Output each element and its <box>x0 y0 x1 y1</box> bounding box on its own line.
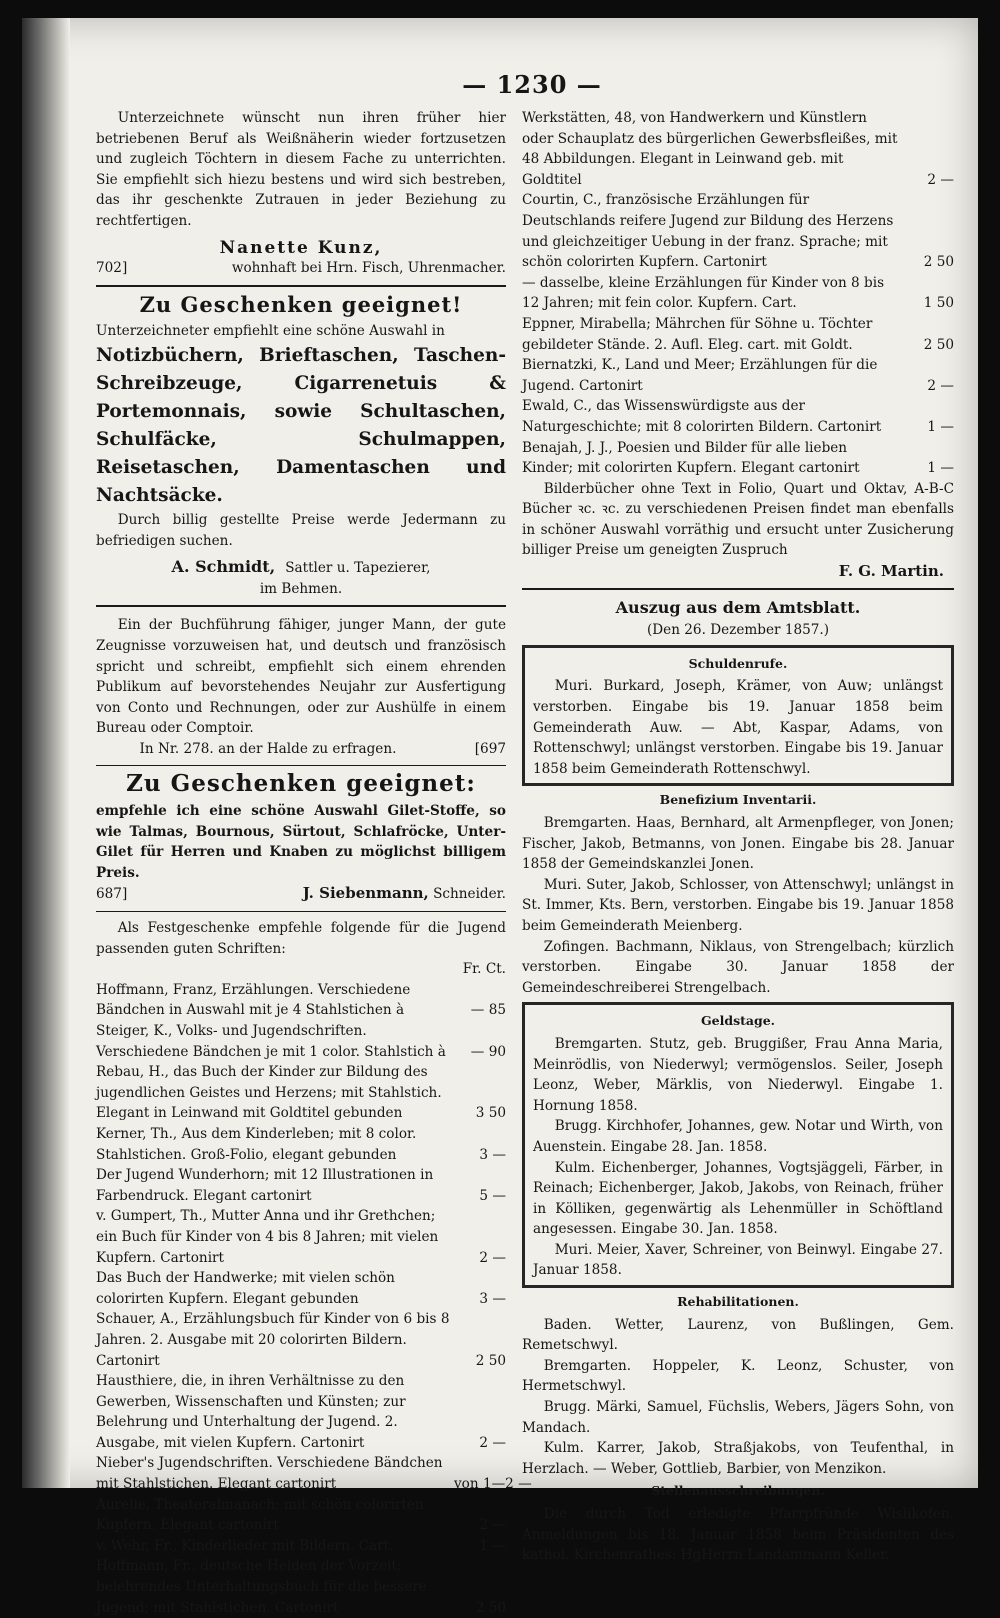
book-price: — 85 <box>470 1002 506 1019</box>
section-paragraph: Bremgarten. Stutz, geb. Bruggißer, Frau Anna Maria, Meinrödlis, von Niederwyl; vermögenslos. Seiler, Joseph Leonz, Weber, Märklis, von Niederwyl. Eingabe 1. Hornung 1858. <box>533 1035 943 1114</box>
notice-where: In Nr. 278. an der Halde zu erfragen. <box>139 740 397 757</box>
book-title: Hoffmann, Franz, Erzählungen. Verschiedene Bändchen in Auswahl mit je 4 Stahlstichen à <box>96 981 411 1019</box>
book-entry <box>522 396 954 437</box>
section-paragraph: Baden. Wetter, Laurenz, von Bußlingen, Gem. Remetschwyl. <box>522 1316 954 1354</box>
picturebooks-text: Bilderbücher ohne Text in Folio, Quart und Oktav, A-B-C Bücher ꝛc. ꝛc. zu verschiedenen Preisen findet man ebenfalls in schöner Auswahl vorräthig und ersucht unter Zusicherung billiger Preise um geneigten Zuspruch <box>522 480 954 559</box>
section-paragraph: Muri. Meier, Xaver, Schreiner, von Beinwyl. Eingabe 27. Januar 1858. <box>533 1241 943 1279</box>
book-price: 5 — <box>479 1187 506 1204</box>
book-price: 1 — <box>479 1537 506 1554</box>
book-title: Benajah, J. J., Poesien und Bilder für alle lieben Kinder; mit colorirten Kupfern. Elegant cartonirt <box>522 439 860 477</box>
book-title: Aurelie, Theateralmanach; mit schön colorirten Kupfern. Elegant cartonirt <box>96 1496 424 1534</box>
book-title: Kerner, Th., Aus dem Kinderleben; mit 8 color. Stahlstichen. Groß-Folio, elegant gebunden <box>96 1125 417 1163</box>
book-entry <box>522 108 954 190</box>
book-title: v. Gumpert, Th., Mutter Anna und ihr Grethchen; ein Buch für Kinder von 4 bis 8 Jahren; mit vielen Kupfern. Cartonirt <box>96 1208 439 1266</box>
book-price: 1 50 <box>923 295 954 312</box>
notice-text: Ein der Buchführung fähiger, junger Mann, der gute Zeugnisse vorzuweisen hat, und deutsch und französisch spricht und schreibt, empfiehlt sich einem ehrenden Publikum auf bevorstehendes Neujahr zur Ausfertigung von Conto und Rechnungen, oder zur Aushülfe in einem Bureau oder Comptoir. <box>96 617 506 737</box>
book-title: Eppner, Mirabella; Mährchen für Söhne u. Töchter gebildeter Stände. 2. Aufl. Eleg. cart. mit Goldt. <box>522 315 873 353</box>
book-entry <box>96 1268 506 1309</box>
signer: F. G. Martin. <box>838 562 944 581</box>
book-entry <box>96 1309 506 1371</box>
notice-text: Unterzeichnete wünscht nun ihren früher hier betriebenen Beruf als Weißnäherin wieder fortzusetzen und zugleich Töchtern in diesem Fache zu unterrichten. Sie empfiehlt sich hiezu bestens und wird sich bestreben, das ihr geschenkte Zutrauen in jeder Beziehung zu rechtfertigen. <box>96 110 506 229</box>
book-title: Courtin, C., französische Erzählungen für Deutschlands reifere Jugend zur Bildung des Herzens und gleichzeitiger Uebung in der franz. Sprache; mit schön colorirten Kupfern. Cartonirt <box>522 192 894 271</box>
divider <box>96 765 506 766</box>
book-price: 2 — <box>479 1249 506 1266</box>
amtsblatt-section <box>522 645 954 787</box>
book-entry <box>96 1536 506 1557</box>
section-paragraph: Muri. Suter, Jakob, Schlosser, von Attenschwyl; unlängst in St. Immer, Kts. Bern, verstorben. Eingabe bis 19. Januar 1858 beim Gemeinderath Meienberg. <box>522 876 954 934</box>
book-title: Hausthiere, die, in ihren Verhältnisse zu den Gewerben, Wissenschaften und Künsten; zur Belehrung und Unterhaltung der Jugend. 2. Ausgabe, mit vielen Kupfern. Cartonirt <box>96 1373 406 1451</box>
book-entry <box>522 273 954 314</box>
book-title: — dasselbe, kleine Erzählungen für Kinder von 8 bis 12 Jahren; mit fein color. Kupfern. Cart. <box>522 274 885 312</box>
section-heading: Geldstage. <box>700 1013 776 1029</box>
book-title: Ewald, C., das Wissenswürdigste aus der Naturgeschichte; mit 8 colorirten Bildern. Cartonirt <box>522 398 882 435</box>
left-column <box>96 108 532 1618</box>
book-title: Werkstätten, 48, von Handwerkern und Künstlern oder Schauplatz des bürgerlichen Gewerbsfleißes, mit 48 Abbildungen. Elegant in Leinwand geb. mit Goldtitel <box>522 110 898 188</box>
book-price: von 1—2 — <box>454 1476 532 1493</box>
notice-title: Zu Geschenken geeignet: <box>126 770 476 798</box>
section-heading: Stellenausschreibungen. <box>651 1483 825 1499</box>
book-price: 3 50 <box>475 1105 506 1122</box>
section-paragraph: Kulm. Karrer, Jakob, Straßjakobs, von Teufenthal, in Herzlach. — Weber, Gottlieb, Barbier, von Menzikon. <box>522 1440 954 1477</box>
reference-number: 702] <box>96 260 128 277</box>
section-heading: Rehabilitationen. <box>677 1294 799 1310</box>
book-price: 2 — <box>479 1517 506 1534</box>
book-entry <box>96 1453 532 1494</box>
book-entry <box>522 190 954 272</box>
notice-schmidt <box>96 291 506 600</box>
book-list <box>96 980 532 1618</box>
book-binding <box>22 18 70 1488</box>
book-price: 2 — <box>927 377 954 394</box>
book-price: — 90 <box>470 1043 506 1060</box>
divider <box>96 285 506 287</box>
section-paragraph: Kulm. Eichenberger, Johannes, Vogtsjäggeli, Färber, in Reinach; Eichenberger, Jakob, Jakobs, von Reinach, früher in Kölliken, gegenwärtig als Lehenmüller in Schöftland angesessen. Eingabe 30. Jan. 1858. <box>533 1159 943 1238</box>
book-entry <box>96 1124 506 1165</box>
book-price: 3 — <box>479 1290 506 1307</box>
book-title: Steiger, K., Volks- und Jugendschriften. Verschiedene Bändchen je mit 1 color. Stahlstich à <box>96 1023 446 1060</box>
book-entry <box>96 1495 506 1536</box>
amtsblatt-section <box>522 790 954 998</box>
book-price: 2 50 <box>475 1352 506 1369</box>
signer-place: im Behmen. <box>259 580 343 597</box>
divider <box>96 911 506 912</box>
book-entry <box>96 1371 506 1453</box>
book-title: Schauer, A., Erzählungsbuch für Kinder von 6 bis 8 Jahren. 2. Ausgabe mit 20 colorirten Bildern. Cartonirt <box>96 1311 450 1369</box>
book-title: v. Wehr, Fr., Kinderlieder mit Bildern. Cart. <box>96 1537 394 1554</box>
section-paragraph: Brugg. Märki, Samuel, Füchslis, Webers, Jägers Sohn, von Mandach. <box>522 1399 954 1436</box>
amtsblatt <box>522 598 954 1566</box>
book-title: Hoffmann, Fr., deutsche Helden der Vorzeit; belehrendes Unterhaltungsbuch für die bessere Jugend; mit Stahlstichen. Cartonirt <box>96 1558 427 1616</box>
right-column <box>522 108 954 1566</box>
section-paragraph: Muri. Burkard, Joseph, Krämer, von Auw; unlängst verstorben. Eingabe bis 19. Januar 1858 beim Gemeinderath Auw. — Abt, Kaspar, Adams, von Rottenschwyl; unlängst verstorben. Eingabe bis 19. Januar 1858 beim Gemeinderath Rottenschwyl. <box>533 678 943 777</box>
book-title: Biernatzki, K., Land und Meer; Erzählungen für die Jugend. Cartonirt <box>522 357 878 394</box>
signer-role: Schneider. <box>433 886 506 903</box>
amtsblatt-section <box>522 1002 954 1288</box>
newspaper-page <box>22 18 978 1616</box>
book-entry <box>522 314 954 355</box>
reference-number: 687] <box>96 886 128 903</box>
book-price: 2 — <box>927 171 954 188</box>
notice-kunz <box>96 108 506 279</box>
notice-books <box>96 918 532 1618</box>
amtsblatt-section <box>522 1481 954 1565</box>
book-entry <box>522 355 954 396</box>
book-entry <box>96 980 506 1021</box>
book-title: Der Jugend Wunderhorn; mit 12 Illustrationen in Farbendruck. Elegant cartonirt <box>96 1167 434 1204</box>
address: wohnhaft bei Hrn. Fisch, Uhrenmacher. <box>231 260 506 277</box>
signer: Nanette Kunz, <box>219 237 383 258</box>
book-price: 2 50 <box>923 254 954 271</box>
signer: A. Schmidt, <box>171 557 276 577</box>
book-title: Nieber's Jugendschriften. Verschiedene Bändchen mit Stahlstichen. Elegant cartonirt <box>96 1455 443 1493</box>
book-price: 2 — <box>479 1434 506 1451</box>
section-paragraph: Zofingen. Bachmann, Niklaus, von Strengelbach; kürzlich verstorben. Eingabe 30. Januar 1858 der Gemeindeschreiberei Strengelbach. <box>522 938 954 996</box>
book-price: 3 — <box>479 1146 506 1163</box>
notice-items: Notizbüchern, Brieftaschen, Taschen-Schreibzeuge, Cigarrenetuis & Portemonnais, sowie Schultaschen, Schulfäcke, Schulmappen, Reisetaschen, Damentaschen und Nachtsäcke. <box>96 344 506 506</box>
book-entry <box>522 438 954 479</box>
divider <box>522 588 954 590</box>
section-heading: Benefizium Inventarii. <box>659 792 817 808</box>
book-price: 1 — <box>927 460 954 477</box>
notice-title: Zu Geschenken geeignet! <box>139 291 463 317</box>
section-paragraph: Bremgarten. Haas, Bernhard, alt Armenpfleger, von Jonen; Fischer, Jakob, Betmanns, von Jonen. Eingabe bis 28. Januar 1858 der Gemeindskanzlei Jonen. <box>522 815 954 873</box>
section-paragraph: Brugg. Kirchhofer, Johannes, gew. Notar und Wirth, von Auenstein. Eingabe 28. Jan. 1858. <box>533 1118 943 1155</box>
book-entry <box>96 1165 506 1206</box>
book-entry <box>96 1556 506 1618</box>
signer-role: Sattler u. Tapezierer, <box>285 560 431 577</box>
reference-number: [697 <box>474 740 506 757</box>
section-paragraph: Bremgarten. Hoppeler, K. Leonz, Schuster, von Hermetschwyl. <box>522 1357 954 1395</box>
divider <box>96 605 506 607</box>
notice-intro: Als Festgeschenke empfehle folgende für die Jugend passenden guten Schriften: <box>96 920 506 957</box>
book-price: 1 — <box>927 418 954 435</box>
page-number: — 1230 — <box>462 70 602 99</box>
book-entry <box>96 1021 506 1062</box>
book-title: Das Buch der Handwerke; mit vielen schön colorirten Kupfern. Elegant gebunden <box>96 1270 395 1307</box>
notice-intro: Unterzeichneter empfiehlt eine schöne Auswahl in <box>96 323 445 340</box>
section-heading: Schuldenrufe. <box>688 655 788 671</box>
amtsblatt-sections <box>522 645 954 1566</box>
book-price: 2 50 <box>923 336 954 353</box>
notice-price: Durch billig gestellte Preise werde Jedermann zu befriedigen suchen. <box>96 511 506 549</box>
amtsblatt-section <box>522 1292 954 1479</box>
book-entry <box>96 1062 506 1124</box>
notice-siebenmann <box>96 770 506 905</box>
book-entry <box>96 1206 506 1268</box>
book-title: Rebau, H., das Buch der Kinder zur Bildung des jugendlichen Geistes und Herzens; mit Stahlstich. Elegant in Leinwand mit Goldtitel gebunden <box>96 1064 442 1122</box>
amtsblatt-title: Auszug aus dem Amtsblatt. <box>615 597 861 617</box>
currency-header: Fr. Ct. <box>462 961 506 978</box>
notice-bookkeeper <box>96 615 506 759</box>
book-price: 2 50 <box>475 1599 506 1616</box>
signer: J. Siebenmann, <box>302 884 429 903</box>
amtsblatt-date: (Den 26. Dezember 1857.) <box>646 622 830 639</box>
notice-text: empfehle ich eine schöne Auswahl Gilet-Stoffe, so wie Talmas, Bournous, Sürtout, Schlafröcke, Unter-Gilet für Herren und Knaben zu möglichst billigem Preis. <box>96 803 506 881</box>
book-list <box>522 108 954 479</box>
section-paragraph: Die durch Tod erledigte Pfarrpfründe Wislikofen. Anmeldungen bis 18. Januar 1858 beim Präsidenten des kathol. Kirchenrathes: HgHerrn Landammann Keller. <box>522 1506 954 1564</box>
